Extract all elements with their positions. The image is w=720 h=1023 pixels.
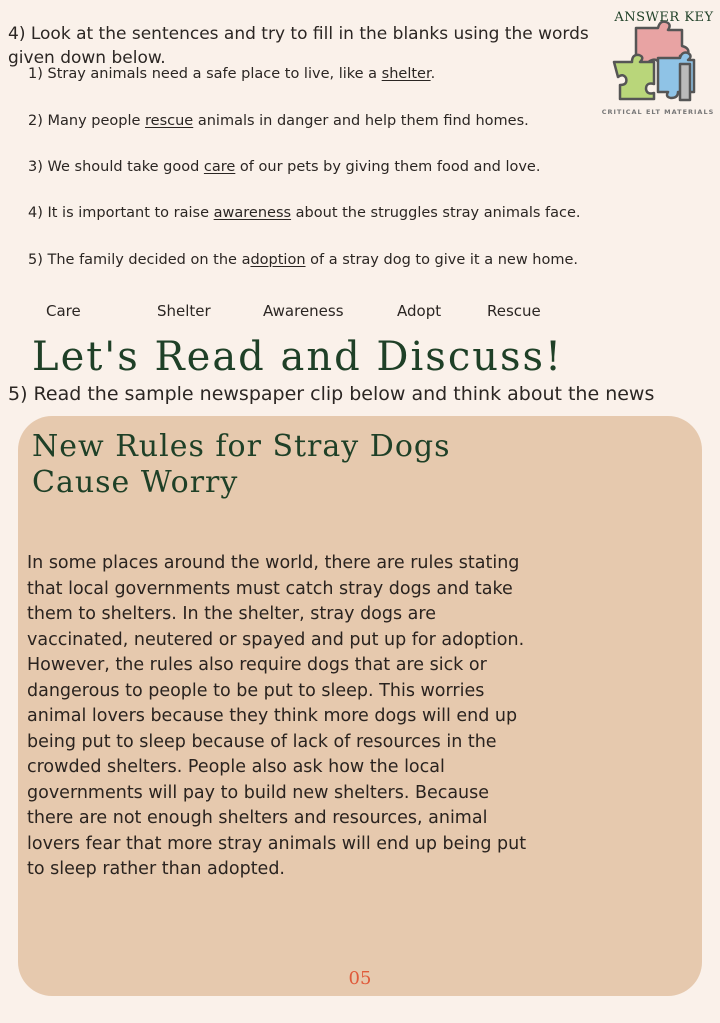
answer-1: shelter <box>381 66 431 82</box>
word-bank-item: Care <box>46 302 81 320</box>
page-number: 05 <box>348 968 372 989</box>
word-bank-item: Shelter <box>157 302 211 320</box>
exercise4-instruction: 4) Look at the sentences and try to fill in the blanks using the words given down below. <box>8 24 589 68</box>
answer-3: care <box>203 159 236 175</box>
section-heading: Let's Read and Discuss! <box>32 334 564 380</box>
answer-2: rescue <box>145 113 194 129</box>
word-bank-item: Rescue <box>487 302 541 320</box>
article-body: In some places around the world, there are rules stating that local governments must catch stray dogs and take them to shelters. In the shelter, stray dogs are vaccinated, neutered or spayed and put up for adoption. However, the rules also require dogs that are sick or dangerous to people to be put to sleep. This worries animal lovers because they think more dogs will end up being put to sleep because of lack of resources in the crowded shelters. People also ask how the local governments will pay to build new shelters. Because there are not enough shelters and resources, animal lovers fear that more stray animals will end up being put to sleep rather than adopted. <box>27 553 527 879</box>
answer-5: doption <box>250 252 306 268</box>
answer-4: awareness <box>213 205 292 221</box>
word-bank-item: Awareness <box>263 302 344 320</box>
sentence-2: 2) Many people rescue animals in danger and help them find homes. <box>28 113 529 129</box>
sentence-4: 4) It is important to raise awareness about the struggles stray animals face. <box>28 205 581 221</box>
answer-key-label: ANSWER KEY <box>614 10 714 25</box>
sentence-3: 3) We should take good care of our pets by giving them food and love. <box>28 159 541 175</box>
sentence-5: 5) The family decided on the adoption of a stray dog to give it a new home. <box>28 252 579 268</box>
exercise5-instruction: 5) Read the sample newspaper clip below and think about the news <box>8 383 655 405</box>
brand-label: CRITICAL ELT MATERIALS <box>601 108 715 116</box>
article-title: New Rules for Stray Dogs Cause Worry <box>32 429 451 500</box>
puzzle-logo-icon <box>606 14 700 106</box>
word-bank-item: Adopt <box>397 302 442 320</box>
sentence-1: 1) Stray animals need a safe place to live, like a shelter. <box>28 66 436 82</box>
